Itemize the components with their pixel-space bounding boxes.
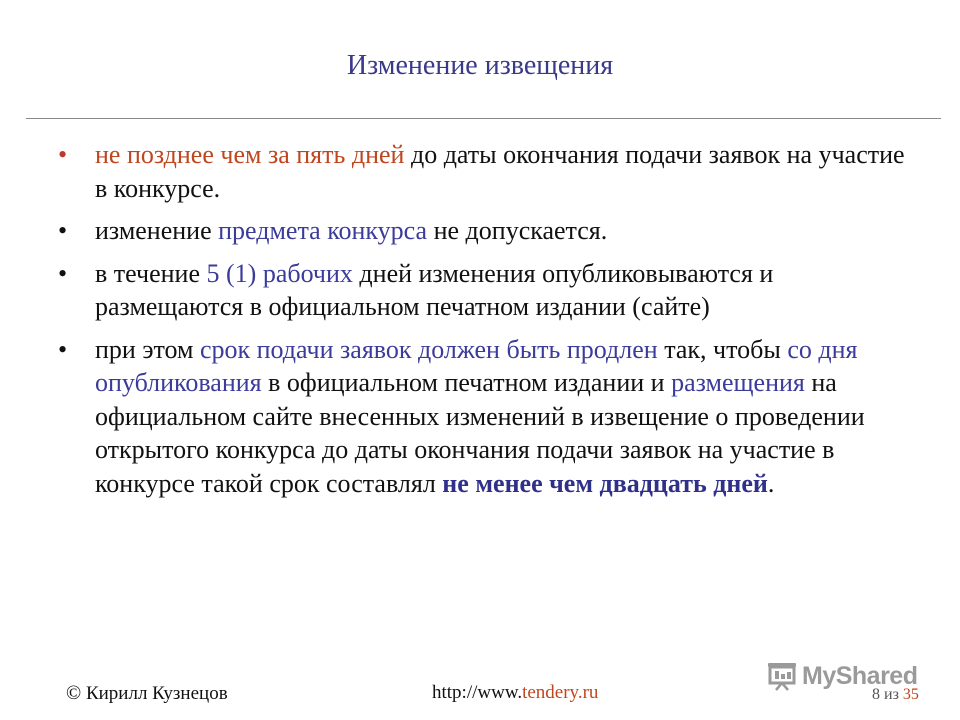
- bullet-text: так, чтобы: [657, 334, 788, 364]
- bullet-text: изменение: [95, 216, 219, 245]
- bullet-item: [58, 214, 918, 248]
- page-separator: из: [884, 686, 899, 703]
- bullet-item: [58, 257, 918, 324]
- bullet-marker: •: [58, 140, 68, 169]
- bullet-highlight: не позднее чем за пять дней: [95, 140, 405, 169]
- bullet-highlight: со дня опубликования: [95, 334, 858, 397]
- bullet-highlight: срок подачи заявок должен быть продлен: [199, 334, 658, 364]
- bullet-item: [58, 138, 918, 205]
- bullet-text: дней изменения опубликовываются и размещаются в официальном печатном издании (сайте): [95, 258, 774, 321]
- watermark-text: MyShared: [802, 661, 918, 690]
- footer-url[interactable]: [432, 682, 598, 704]
- footer-author: [66, 682, 228, 705]
- bullet-highlight: размещения: [671, 368, 805, 397]
- watermark: [766, 656, 926, 696]
- slide-title: Изменение извещения: [346, 50, 614, 81]
- bullet-marker: •: [58, 334, 68, 364]
- bullet-text: на официальном сайте внесенных изменений в извещение о проведении открытого конкурса до даты окончания подачи заявок на участие в конкурсе такой срок составлял: [95, 368, 865, 498]
- bullet-text: .: [767, 468, 775, 498]
- bullet-text: до даты окончания подачи заявок на участие в конкурсе.: [95, 140, 905, 203]
- url-prefix: http://www.: [432, 682, 523, 703]
- projector-screen-icon: [766, 661, 798, 691]
- title-divider: [26, 118, 941, 119]
- bullet-text: в течение: [95, 258, 207, 288]
- bullet-list: [58, 138, 918, 509]
- bullet-highlight: предмета конкурса: [218, 216, 428, 245]
- bullet-text: при этом: [95, 334, 200, 364]
- bullet-text: не допускается.: [427, 216, 608, 245]
- bullet-highlight: 5 (1) рабочих: [206, 258, 353, 288]
- bullet-highlight: не менее чем двадцать дней: [442, 468, 768, 498]
- bullet-item: [58, 333, 918, 501]
- page-total: 35: [902, 686, 919, 703]
- bullet-marker: •: [58, 216, 68, 245]
- author-name: Кирилл Кузнецов: [85, 683, 228, 704]
- bullet-marker: •: [58, 258, 68, 288]
- url-domain: tendery.ru: [522, 682, 599, 703]
- bullet-text: в официальном печатном издании и: [261, 368, 672, 397]
- page-current: 8: [872, 686, 880, 703]
- copyright-symbol: ©: [66, 682, 82, 704]
